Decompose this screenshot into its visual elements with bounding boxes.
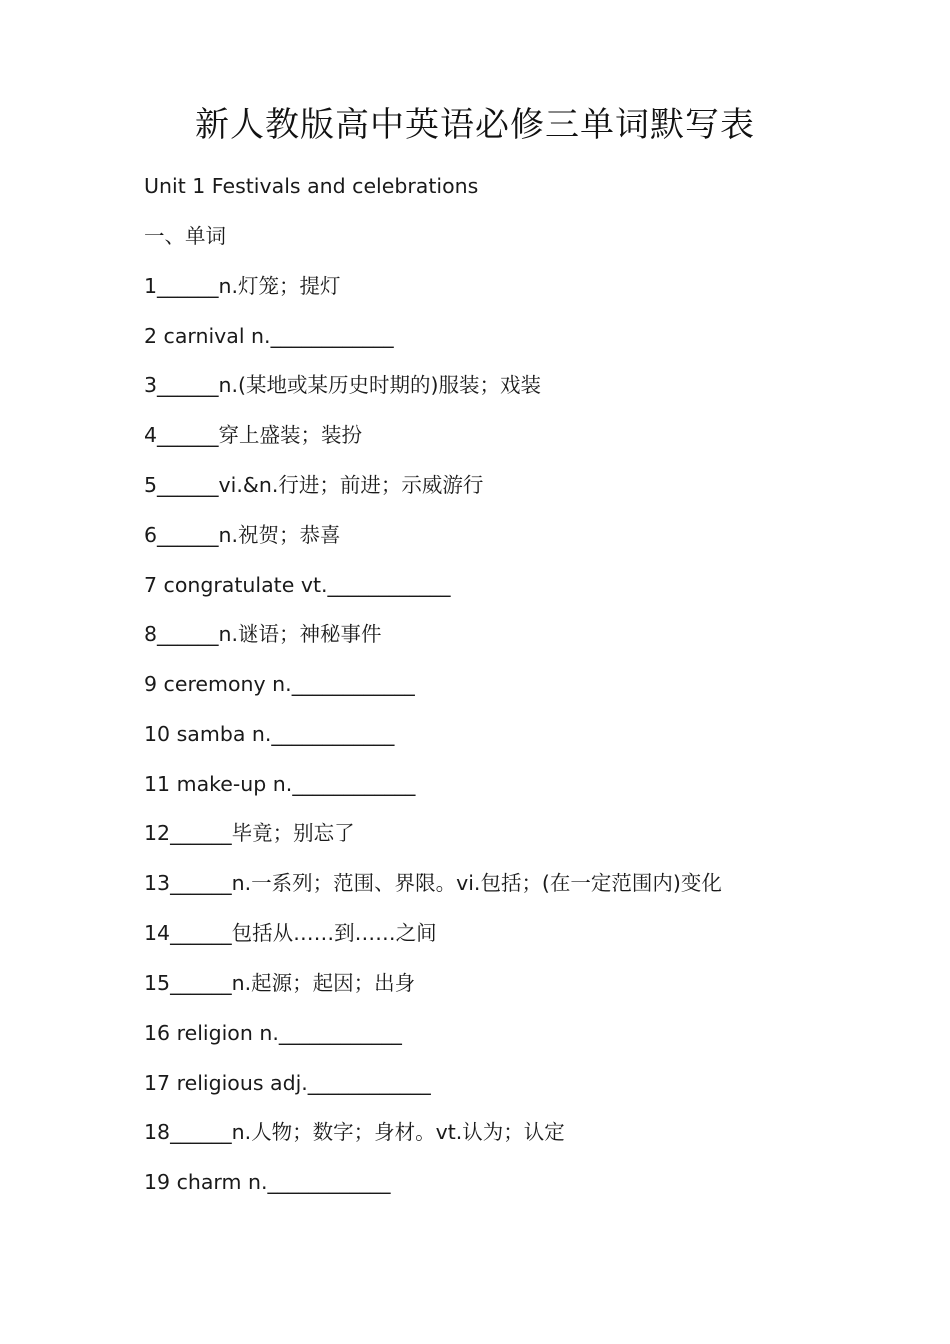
vocab-item-11: 11 make-up n.____________ (144, 772, 416, 796)
vocab-item-6: 6______n.祝贺；恭喜 (144, 523, 341, 547)
document-title: 新人教版高中英语必修三单词默写表 (195, 105, 755, 145)
vocab-item-14: 14______包括从……到……之间 (144, 921, 437, 945)
vocab-item-3: 3______n.(某地或某历史时期的)服装；戏装 (144, 373, 542, 397)
vocab-item-4: 4______穿上盛装；装扮 (144, 423, 363, 447)
vocab-item-8: 8______n.谜语；神秘事件 (144, 622, 382, 646)
vocab-item-15: 15______n.起源；起因；出身 (144, 971, 416, 995)
vocab-item-18: 18______n.人物；数字；身材。vt.认为；认定 (144, 1120, 565, 1144)
vocab-item-10: 10 samba n.____________ (144, 722, 395, 746)
vocab-item-1: 1______n.灯笼；提灯 (144, 274, 341, 298)
section-heading: 一、单词 (144, 224, 226, 248)
vocab-item-5: 5______vi.&n.行进；前进；示威游行 (144, 473, 484, 497)
vocab-item-2: 2 carnival n.____________ (144, 324, 394, 348)
vocab-item-19: 19 charm n.____________ (144, 1170, 391, 1194)
vocab-item-9: 9 ceremony n.____________ (144, 672, 415, 696)
vocab-item-7: 7 congratulate vt.____________ (144, 573, 451, 597)
vocab-item-12: 12______毕竟；别忘了 (144, 821, 355, 845)
vocab-item-16: 16 religion n.____________ (144, 1021, 402, 1045)
vocab-item-13: 13______n.一系列；范围、界限。vi.包括；(在一定范围内)变化 (144, 871, 722, 895)
unit-heading: Unit 1 Festivals and celebrations (144, 174, 479, 198)
vocab-item-17: 17 religious adj.____________ (144, 1071, 431, 1095)
